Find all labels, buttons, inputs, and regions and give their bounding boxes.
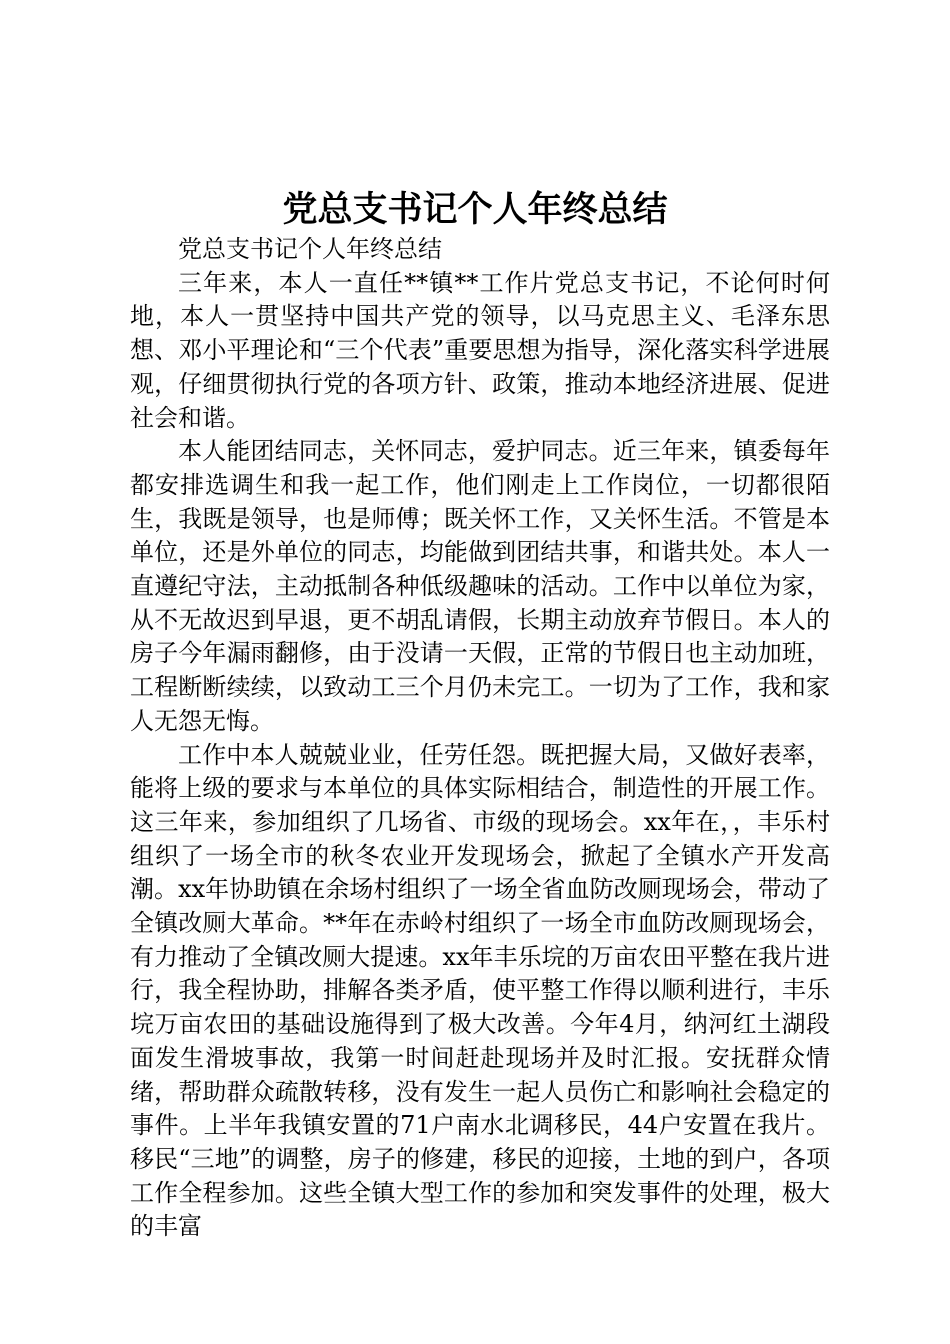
paragraph-unity: 本人能团结同志，关怀同志，爱护同志。近三年来，镇委每年都安排选调生和我一起工作，他们刚走上工作岗位，一切都很陌生，我既是领导，也是师傅；既关怀工作，又关怀生活。不管是本单位，还是外单位的同志，均能做到团结共事，和谐共处。本人一直遵纪守法，主动抵制各种低级趣味的活动。工作中以单位为家，从不无故迟到早退，更不胡乱请假，长期主动放弃节假日。本人的房子今年漏雨翻修，由于没请一天假，正常的节假日也主动加班，工程断断续续，以致动工三个月仍未完工。一切为了工作，我和家人无怨无悔。: [130, 437, 830, 735]
paragraph-work: 工作中本人兢兢业业，任劳任怨。既把握大局，又做好表率，能将上级的要求与本单位的具体实际相结合，制造性的开展工作。这三年来，参加组织了几场省、市级的现场会。xx年在，，丰乐村组织了一场全市的秋冬农业开发现场会，掀起了全镇水产开发高潮。xx年协助镇在余场村组织了一场全省血防改厕现场会，带动了全镇改厕大革命。**年在赤岭村组织了一场全市血防改厕现场会，有力推动了全镇改厕大提速。xx年丰乐垸的万亩农田平整在我片进行，我全程协助，排解各类矛盾，使平整工作得以顺利进行，丰乐垸万亩农田的基础设施得到了极大改善。今年4月，纳河红土湖段面发生滑坡事故，我第一时间赶赴现场并及时汇报。安抚群众情绪，帮助群众疏散转移，没有发生一起人员伤亡和影响社会稳定的事件。上半年我镇安置的71户南水北调移民，44户安置在我片。移民“三地”的调整，房子的修建，移民的迎接，土地的到户，各项工作全程参加。这些全镇大型工作的参加和突发事件的处理，极大的丰富: [130, 740, 830, 1241]
paragraph-intro: 三年来，本人一直任**镇**工作片党总支书记，不论何时何地，本人一贯坚持中国共产党的领导，以马克思主义、毛泽东思想、邓小平理论和“三个代表”重要思想为指导，深化落实科学进展观，仔细贯彻执行党的各项方针、政策，推动本地经济进展、促进社会和谐。: [130, 268, 830, 432]
paragraph-subtitle: 党总支书记个人年终总结: [178, 235, 442, 263]
document-title: 党总支书记个人年终总结: [282, 189, 668, 230]
document-body: [130, 233, 830, 1244]
